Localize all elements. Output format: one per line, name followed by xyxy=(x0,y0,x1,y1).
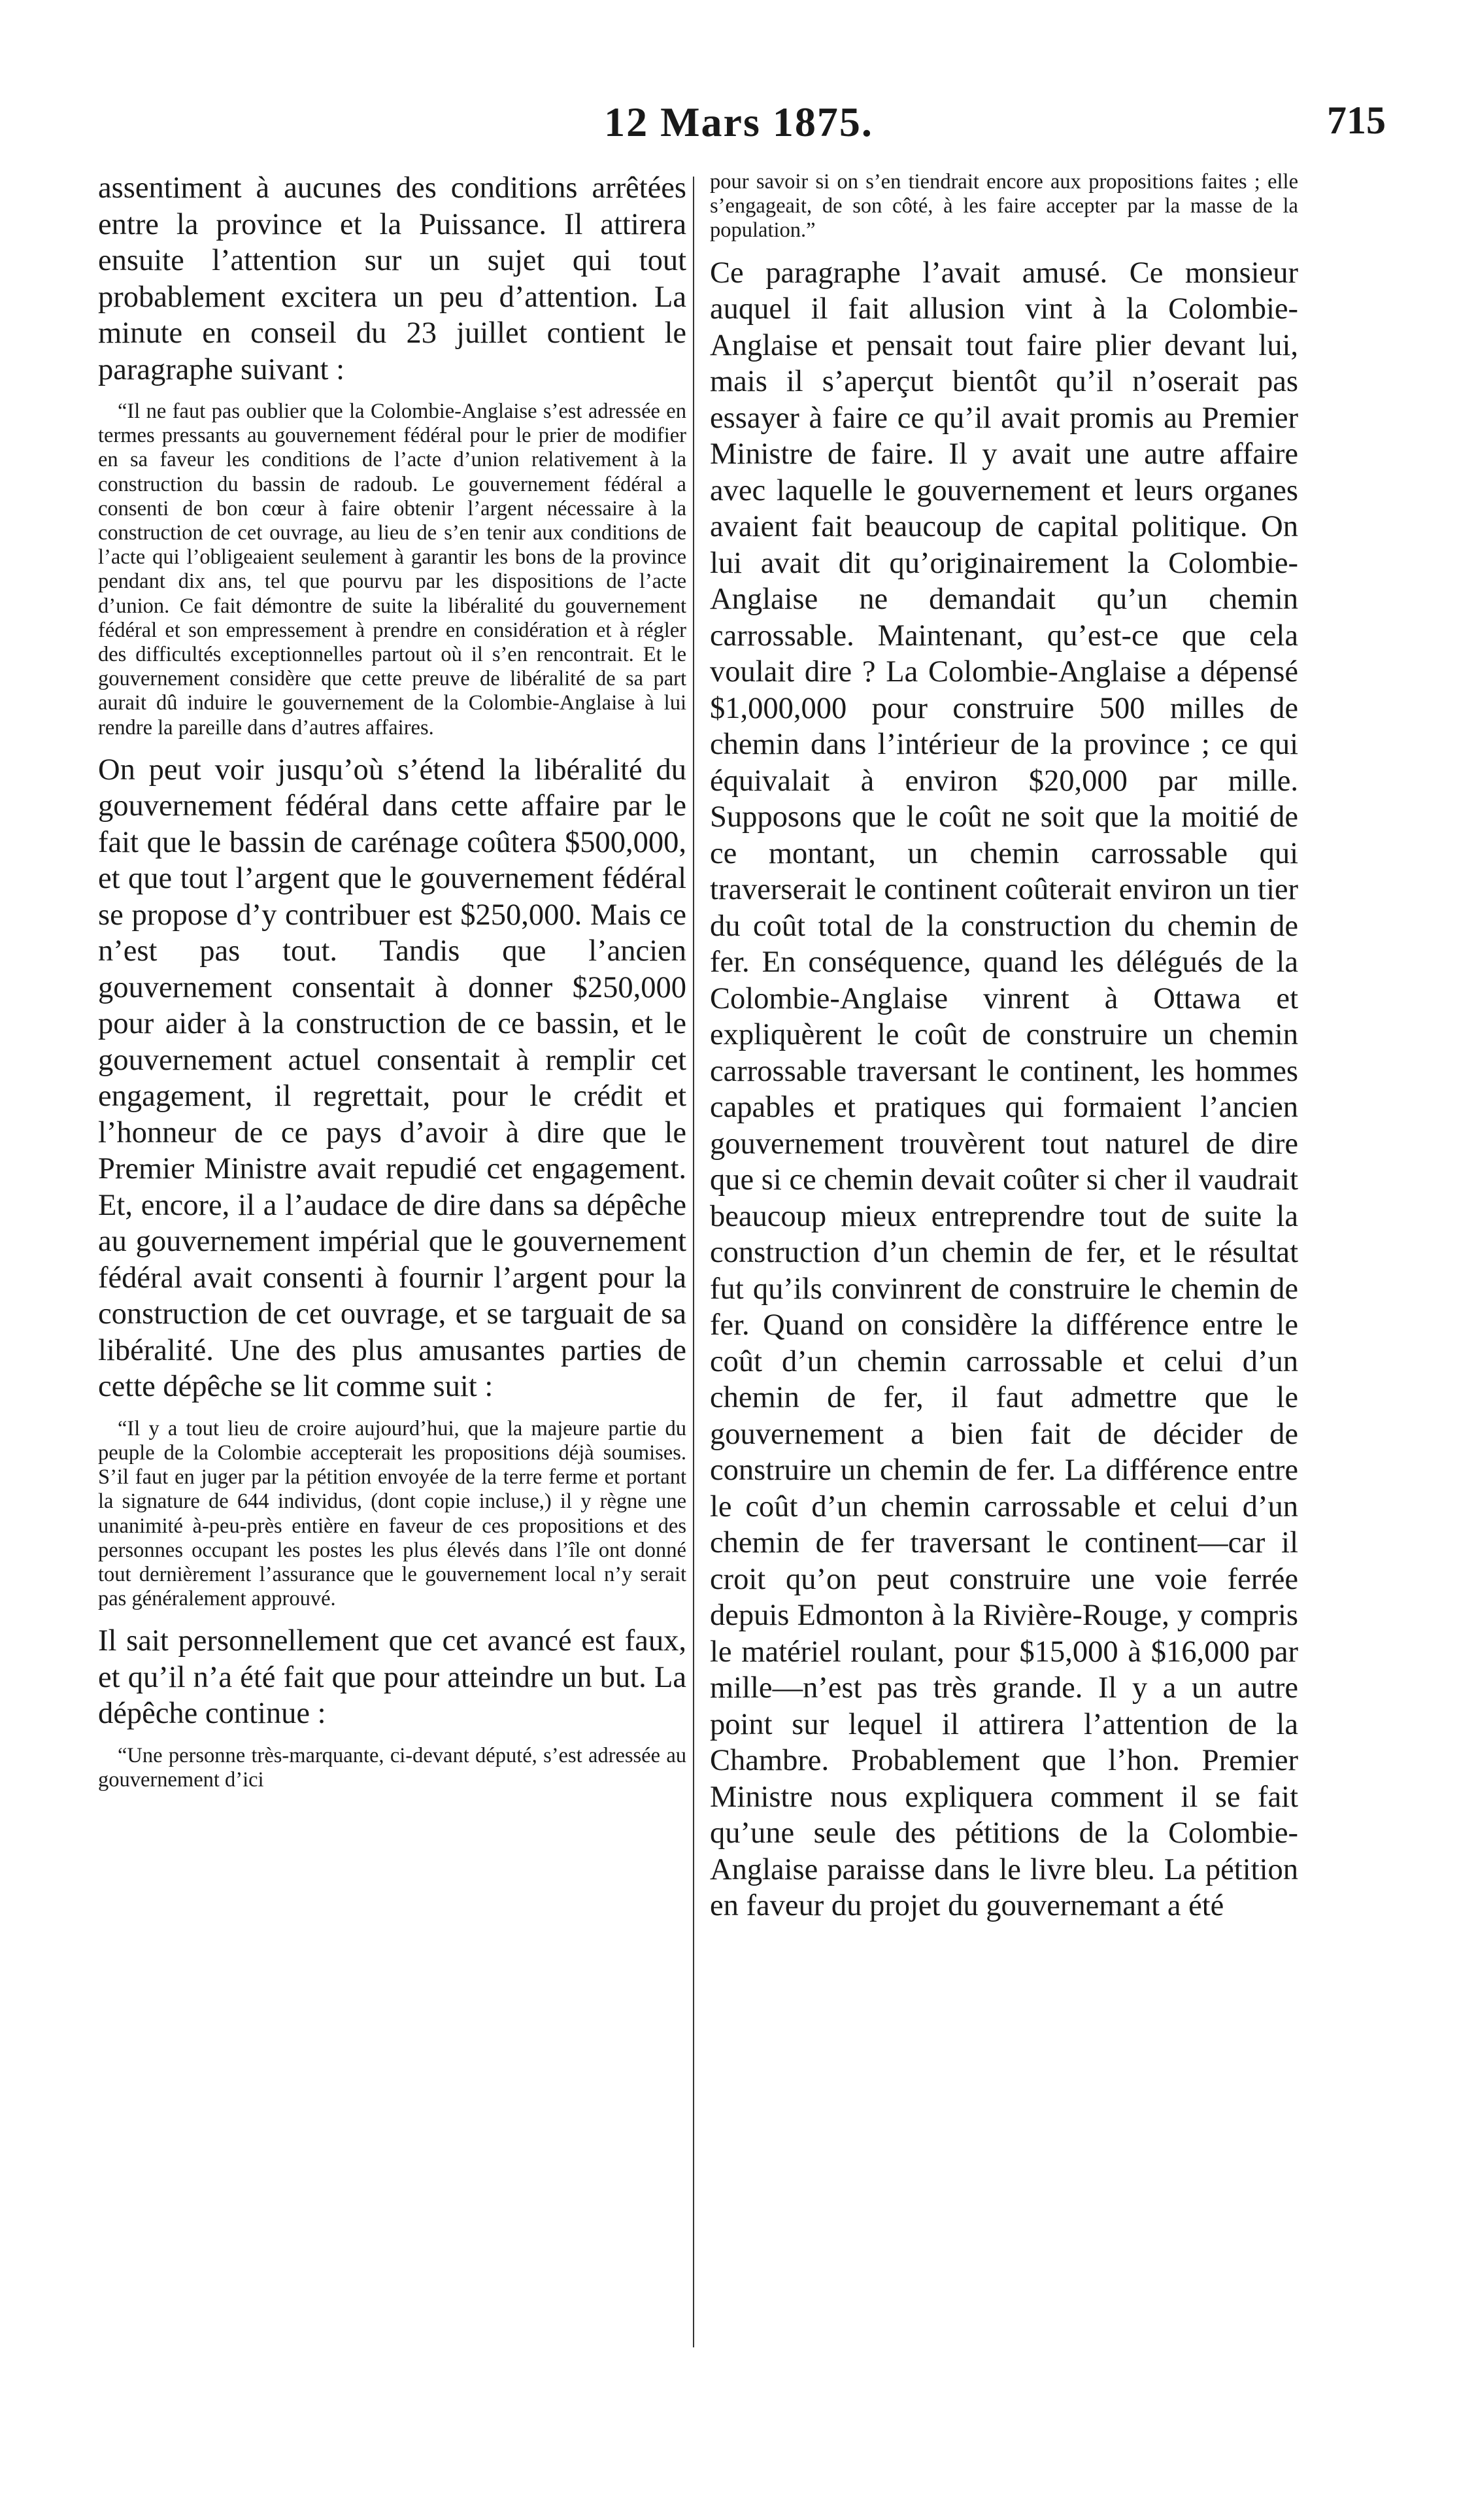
left-column xyxy=(98,170,686,2354)
column-divider xyxy=(693,177,694,2347)
quotation-continued: pour savoir si on s’en tiendrait encore aux propositions faites ; elle s’engageait, de son côté, à les faire accepter par la masse de la population.” xyxy=(710,170,1298,243)
quotation: “Il ne faut pas oublier que la Colombie-Anglaise s’est adressée en termes pressants au gouvernement fédéral pour le prier de modifier en sa faveur les conditions de l’acte d’union relativement à la construction du bassin de radoub. Le gouvernement fédéral a consenti de bon cœur à faire obtenir l’argent nécessaire à la construction de cet ouvrage, au lieu de s’en tenir aux conditions de l’acte qui l’obligeaient seulement à garantir les bons de la province pendant dix ans, tel que pourvu par les dispositions de l’acte d’union. Ce fait démontre de suite la libéralité du gouvernement fédéral et son empressement à prendre en considération et à régler des difficultés exceptionnelles partout où il s’en rencontrait. Et le gouvernement considère que cette preuve de libéralité de sa part aurait dû induire le gouvernement de la Colombie-Anglaise à lui rendre la pareille dans d’autres affaires. xyxy=(98,400,686,740)
paragraph: On peut voir jusqu’où s’étend la libéralité du gouvernement fédéral dans cette affaire par le fait que le bassin de carénage coûtera $500,000, et que tout l’argent que le gouvernement fédéral se propose d’y contribuer est $250,000. Mais ce n’est pas tout. Tandis que l’ancien gouvernement consentait à donner $250,000 pour aider à la construction de ce bassin, et le gouvernement actuel consentait à remplir cet engagement, il regrettait, pour le crédit et l’honneur de ce pays d’avoir à dire que le Premier Ministre avait repudié cet engagement. Et, encore, il a l’audace de dire dans sa dépêche au gouvernement impérial que le gouvernement fédéral avait consenti à fournir l’argent pour la construction de cet ouvrage, et se targuait de sa libéralité. Une des plus amusantes parties de cette dépêche se lit comme suit : xyxy=(98,753,686,1404)
paragraph: Ce paragraphe l’avait amusé. Ce monsieur auquel il fait allusion vint à la Colombie-Anglaise et pensait tout faire plier devant lui, mais il s’aperçut bientôt qu’il n’oserait pas essayer à faire ce qu’il avait promis au Premier Ministre de faire. Il y avait une autre affaire avec laquelle le gouvernement et leurs organes avaient fait beaucoup de capital politique. On lui avait dit qu’originairement la Colombie-Anglaise ne demandait qu’un chemin carrossable. Maintenant, qu’est-ce que cela voulait dire ? La Colombie-Anglaise a dépensé $1,000,000 pour construire 500 milles de chemin dans l’intérieur de la province ; ce qui équivalait à environ $20,000 par mille. Supposons que le coût ne soit que la moitié de ce montant, un chemin carrossable qui traverserait le continent coûterait environ un tier du coût total de la construction du chemin de fer. En conséquence, quand les délégués de la Colombie-Anglaise vinrent à Ottawa et expliquèrent le coût de construire un chemin carrossable traversant le continent, les hommes capables et pratiques qui formaient l’ancien gouvernement trouvèrent tout naturel de dire que si ce chemin devait coûter si cher il vaudrait beaucoup mieux entreprendre tout de suite la construction d’un chemin de fer, et le résultat fut qu’ils convinrent de construire le chemin de fer. Quand on considère la différence entre le coût d’un chemin carrossable et celui d’un chemin de fer, il faut admettre que le gouvernement a bien fait de décider de construire un chemin de fer. La différence entre le coût d’un chemin carrossable et celui d’un chemin de fer traversant le continent—car il croit qu’on peut construire une voie ferrée depuis Edmonton à la Rivière-Rouge, y compris le matériel roulant, pour $15,000 à $16,000 par mille—n’est pas très grande. Il y a un autre point sur lequel il attirera l’attention de la Chambre. Probablement que l’hon. Premier Ministre nous expliquera comment il se fait qu’une seule des pétitions de la Colombie-Anglaise paraisse dans le livre bleu. La pétition en faveur du projet du gouvernemant a été xyxy=(710,256,1298,1923)
running-title: 12 Mars 1875. xyxy=(604,99,873,145)
right-column xyxy=(710,170,1298,2354)
paragraph: Il sait personnellement que cet avancé est faux, et qu’il n’a été fait que pour atteindre un but. La dépêche continue : xyxy=(98,1624,686,1731)
page-number: 715 xyxy=(1327,99,1386,142)
paragraph: assentiment à aucunes des conditions arrêtées entre la province et la Puissance. Il attirera ensuite l’attention sur un sujet qui tout probablement excitera un peu d’attention. La minute en conseil du 23 juillet contient le paragraphe suivant : xyxy=(98,171,686,386)
page-header xyxy=(92,98,1386,150)
quotation: “Il y a tout lieu de croire aujourd’hui, que la majeure partie du peuple de la Colombie accepterait les propositions déjà soumises. S’il faut en juger par la pétition envoyée de la terre ferme et portant la signature de 644 individus, (dont copie incluse,) il y règne une unanimité à-peu-près entière en faveur de ces propositions et des personnes occupant les postes les plus élevés dans l’île ont donné tout dernièrement l’assurance que le gouvernement local n’y serait pas généralement approuvé. xyxy=(98,1416,686,1611)
quotation: “Une personne très-marquante, ci-devant député, s’est adressée au gouvernement d’ici xyxy=(98,1743,686,1792)
